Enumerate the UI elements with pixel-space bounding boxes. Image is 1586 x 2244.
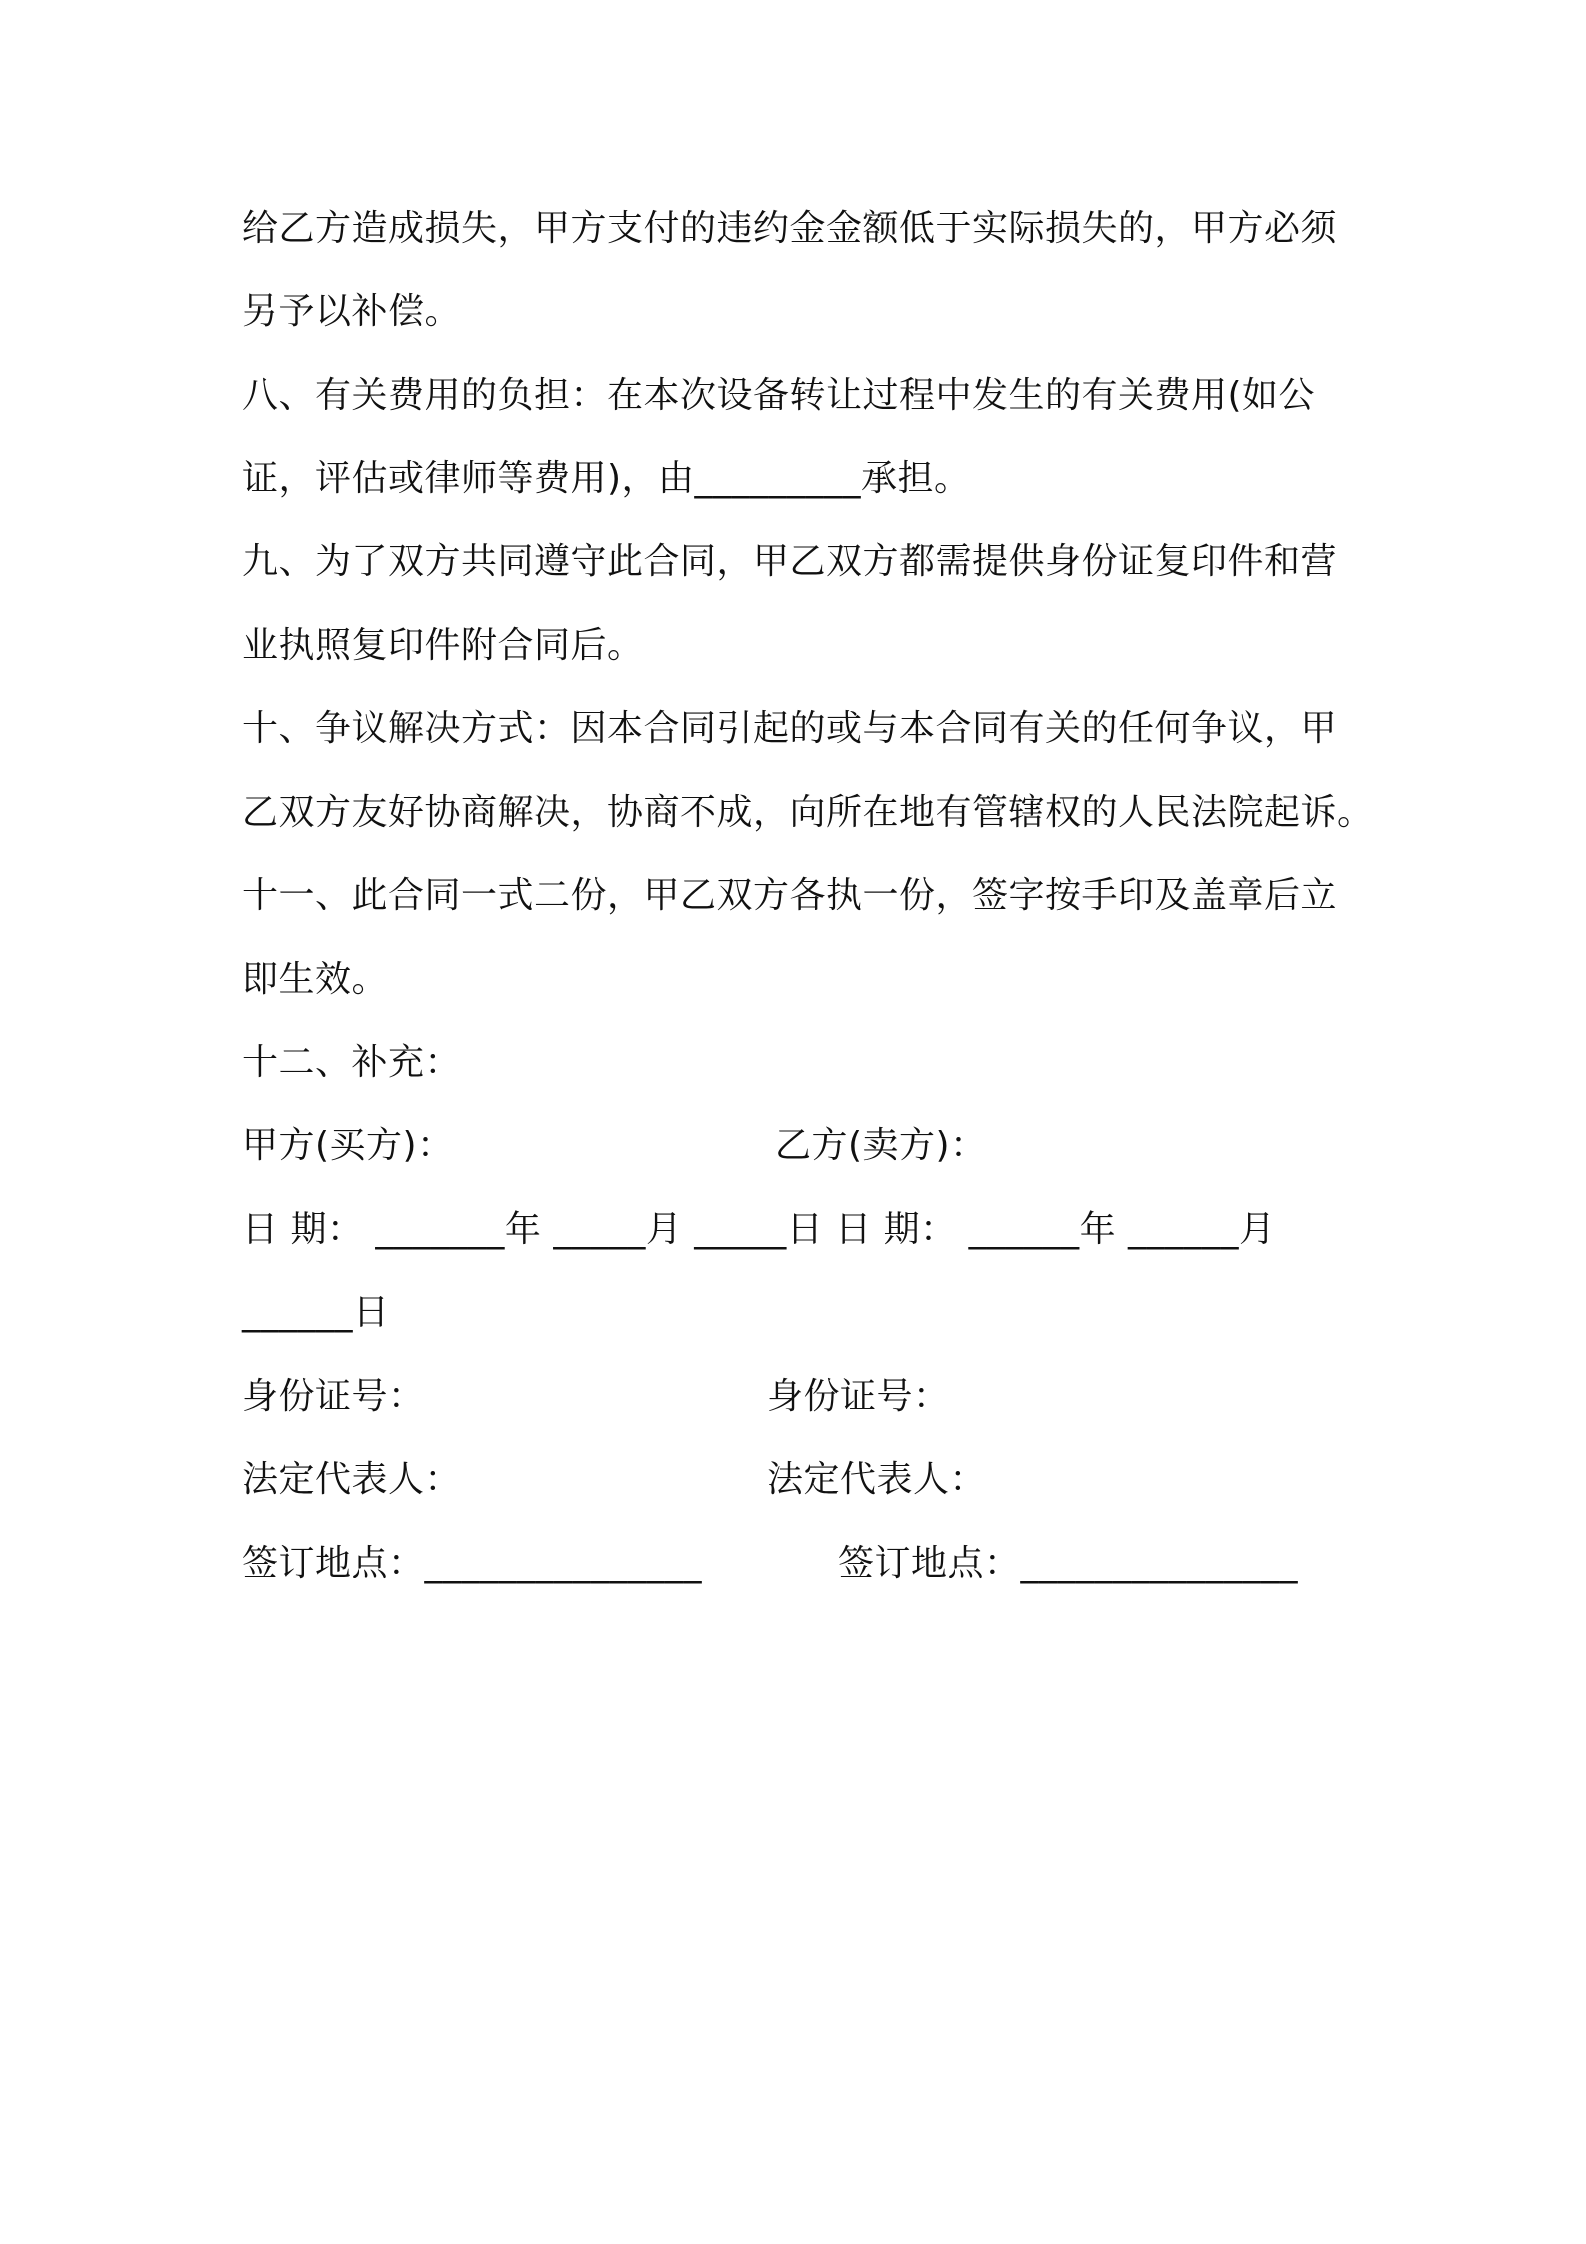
clause-9-line-1: 九、为了双方共同遵守此合同，甲乙双方都需提供身份证复印件和营: [242, 541, 1338, 582]
clause-10-line-1: 十、争议解决方式：因本合同引起的或与本合同有关的任何争议，甲: [242, 708, 1338, 749]
date-line-2: ______日: [242, 1292, 390, 1333]
clause-7-line-1: 给乙方造成损失，甲方支付的违约金金额低于实际损失的，甲方必须: [242, 208, 1338, 249]
party-a-representative-label: 法定代表人：: [242, 1459, 462, 1500]
party-a-id-label: 身份证号：: [242, 1376, 425, 1417]
party-b-representative-label: 法定代表人：: [767, 1459, 987, 1500]
party-b-id-label: 身份证号：: [767, 1376, 950, 1417]
clause-8-line-2: 证，评估或律师等费用)，由_________承担。: [242, 458, 971, 499]
party-b-label: 乙方(卖方)：: [775, 1125, 987, 1166]
party-b-signing-place: 签订地点：_______________: [838, 1543, 1299, 1584]
clause-7-line-2: 另予以补偿。: [242, 291, 462, 332]
clause-8-line-1: 八、有关费用的负担：在本次设备转让过程中发生的有关费用(如公: [242, 375, 1316, 416]
clause-11-line-1: 十一、此合同一式二份，甲乙双方各执一份，签字按手印及盖章后立: [242, 875, 1338, 916]
clause-10-line-2: 乙双方友好协商解决，协商不成，向所在地有管辖权的人民法院起诉。: [242, 792, 1374, 833]
party-a-signing-place: 签订地点：_______________: [242, 1543, 703, 1584]
party-a-label: 甲方(买方)：: [242, 1125, 454, 1166]
date-line-1: 日 期： _______年 _____月 _____日 日 期： ______年 ______月: [242, 1209, 1276, 1250]
clause-9-line-2: 业执照复印件附合同后。: [242, 625, 644, 666]
clause-12: 十二、补充：: [242, 1042, 462, 1083]
clause-11-line-2: 即生效。: [242, 959, 389, 1000]
